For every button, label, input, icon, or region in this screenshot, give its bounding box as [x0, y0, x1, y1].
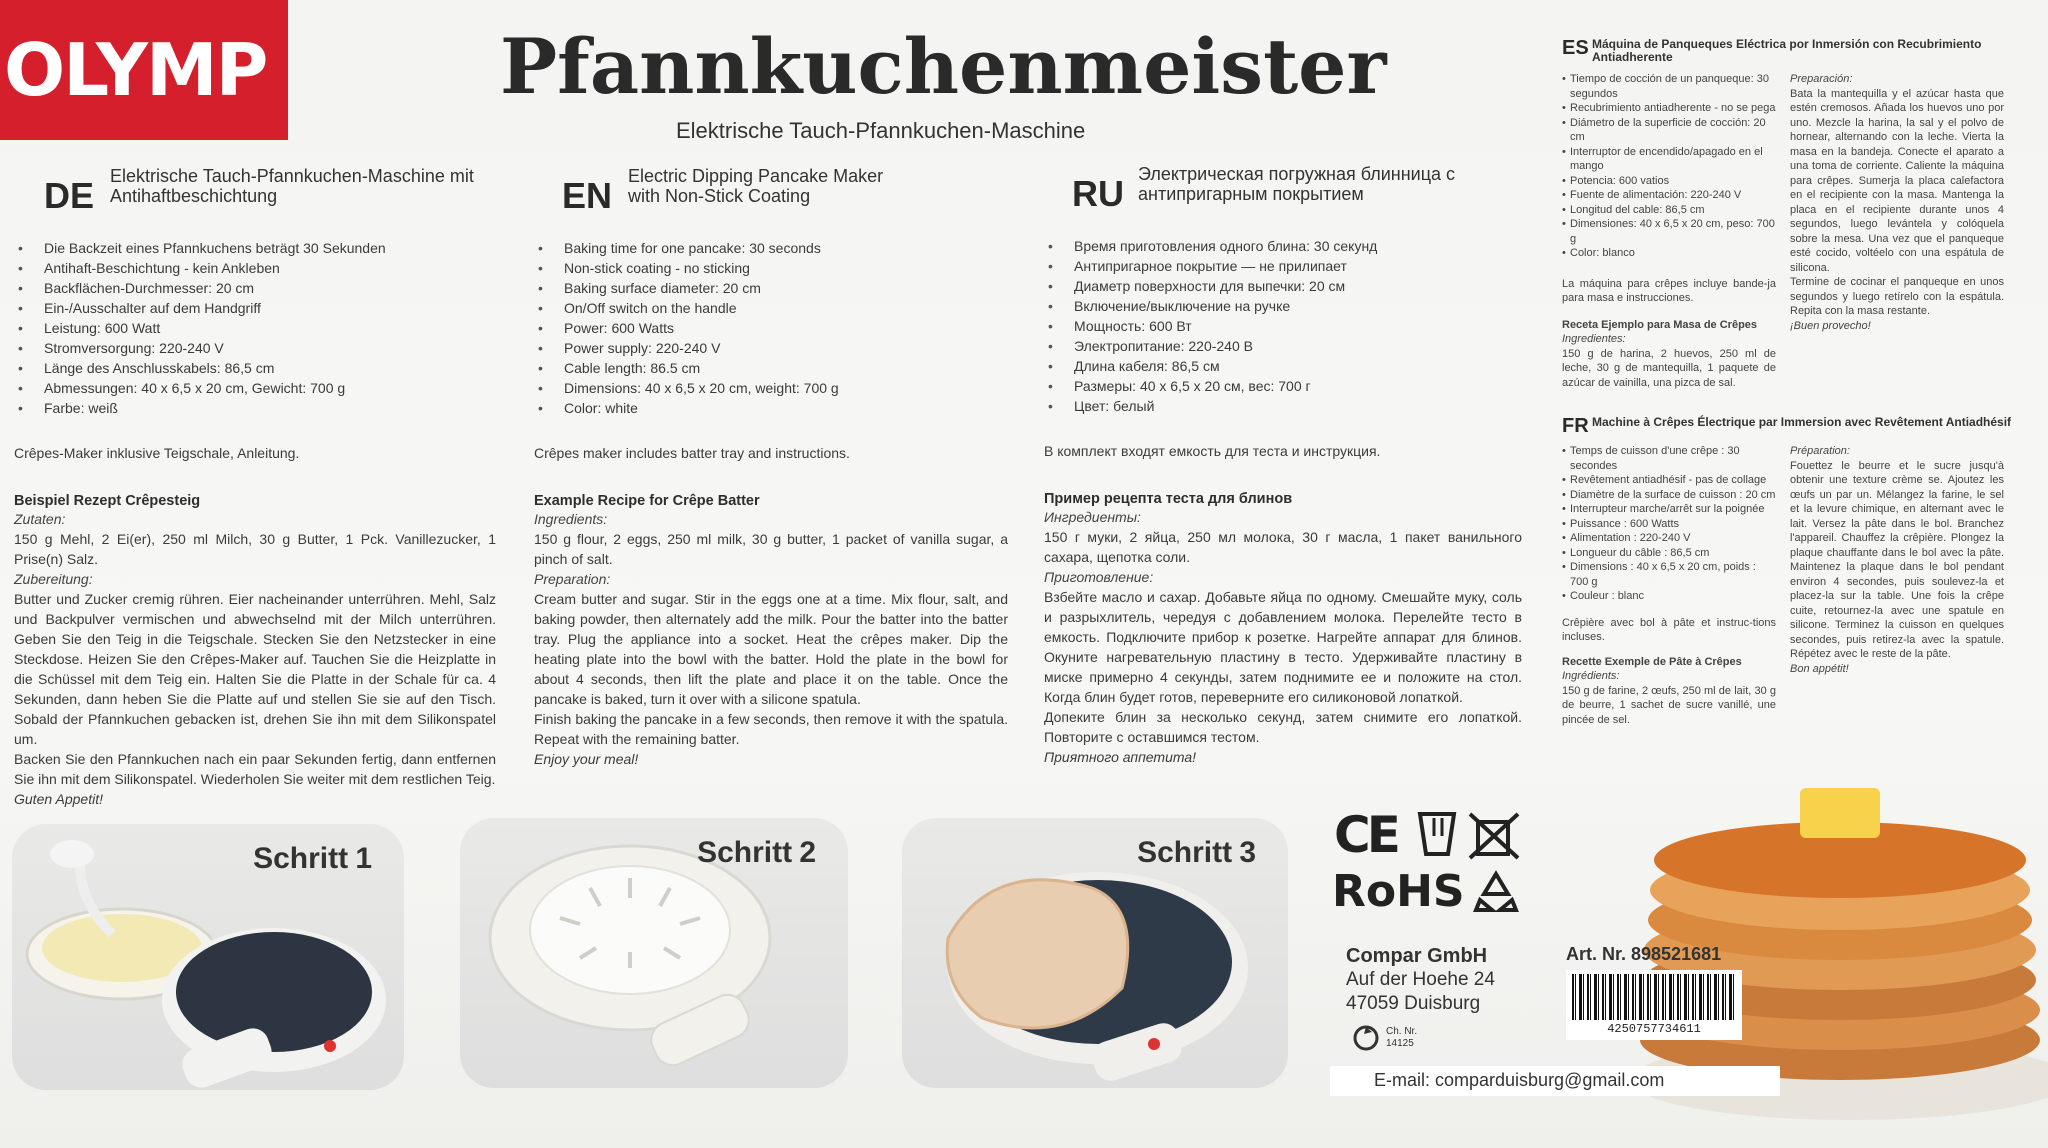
list-item: • Dimensiones: 40 x 6,5 x 20 cm, peso: 700 g: [1562, 217, 1776, 246]
section-fr: [1562, 416, 2030, 727]
list-item: • Включение/выключение на ручке: [1044, 296, 1522, 316]
list-item: • Farbe: weiß: [14, 398, 496, 418]
section-es: [1562, 38, 2030, 390]
list-item: • Время приготовления одного блина: 30 секунд: [1044, 236, 1522, 256]
step-panel-3: [902, 818, 1288, 1088]
enjoy-fr: Bon appétit!: [1790, 662, 1849, 675]
list-item: • Non-stick coating - no sticking: [534, 258, 1008, 278]
list-item: • On/Off switch on the handle: [534, 298, 1008, 318]
section-ru: [1044, 162, 1522, 767]
barcode-bars-icon: [1572, 974, 1736, 1020]
ingredients-ru: 150 г муки, 2 яйца, 250 мл молока, 30 г масла, 1 пакет ванильного сахара, щепотка соли.: [1044, 529, 1522, 565]
ingredients-label-de: Zutaten:: [14, 511, 66, 527]
list-item: • Ein-/Ausschalter auf dem Handgriff: [14, 298, 496, 318]
recipe-title-en: Example Recipe for Crêpe Batter: [534, 493, 760, 509]
preparation2-en: Finish baking the pancake in a few seconds, then remove it with the spatula. Repeat with the remaining batter.: [534, 711, 1008, 747]
barcode-number: 4250757734611: [1607, 1022, 1701, 1036]
list-item: • Tiempo de cocción de un panqueque: 30 segundos: [1562, 72, 1776, 101]
list-item: • Diamètre de la surface de cuisson : 20 cm: [1562, 488, 1776, 503]
list-item: • Die Backzeit eines Pfannkuchens beträgt 30 Sekunden: [14, 238, 496, 258]
company-address: [1346, 944, 1495, 1016]
company-street: Auf der Hoehe 24: [1346, 969, 1495, 990]
list-item: • Baking time for one pancake: 30 seconds: [534, 238, 1008, 258]
feature-list-fr: [1562, 444, 1776, 604]
preparation-de: Butter und Zucker cremig rühren. Eier nacheinander unterrühren. Mehl, Salz und Backpulver vermischen und abwechselnd mit der Milch unterrühren. Geben Sie den Teig in die Teigschale. Stecken Sie den Netzstecker in eine Steckdose. Heizen Sie den Crêpes-Maker auf. Tauchen Sie die Heizplatte in die Schüssel mit dem Teig ein. Halten Sie die Platte in der Schale für ca. 4 Sekunden, dann heben Sie die Platte auf und stellen Sie sie auf den Tisch. Sobald der Pfannkuchen gebacken ist, drehen Sie ihn mit dem Silikonspatel um.: [14, 591, 496, 747]
ingredients-label-ru: Ингредиенты:: [1044, 509, 1141, 525]
preparation2-ru: Допеките блин за несколько секунд, затем снимите его лопаткой. Повторите с оставшимся тестом.: [1044, 709, 1522, 745]
list-item: • Антипригарное покрытие — не прилипает: [1044, 256, 1522, 276]
list-item: • Antihaft-Beschichtung - kein Ankleben: [14, 258, 496, 278]
list-item: • Dimensions: 40 x 6,5 x 20 cm, weight: 700 g: [534, 378, 1008, 398]
lang-code-es: ES: [1562, 37, 1589, 59]
company-name: Compar GmbH: [1346, 945, 1488, 967]
article-number: Art. Nr. 898521681: [1566, 944, 1722, 964]
list-item: • Мощность: 600 Вт: [1044, 316, 1522, 336]
food-safe-and-weee-icon: [1414, 808, 1524, 860]
preparation-en: Cream butter and sugar. Stir in the eggs one at a time. Mix flour, salt, and baking powder, then alternately add the milk. Pour the batter into the batter tray. Plug the appliance into a socket. Heat the crêpes maker. Dip the heating plate into the bowl with the batter. Hold the plate in the bowl for about 4 seconds, then lift the plate and place it on the table. Once the pancake is baked, turn it over with a silicone spatula.: [534, 591, 1008, 707]
includes-ru: В комплект входят емкость для теста и инструкция.: [1044, 443, 1381, 459]
step-panel-1: [12, 824, 404, 1090]
lang-code-ru: RU: [1072, 173, 1124, 214]
product-subtitle: Elektrische Tauch-Pfannkuchen-Maschine: [676, 118, 1086, 143]
brand-logo-text: OLYMP: [4, 28, 267, 112]
step-label-3: Schritt 3: [1137, 836, 1256, 869]
lang-title-de: Elektrische Tauch-Pfannkuchen-Maschine mit Antihaftbeschichtung: [110, 166, 474, 206]
lang-code-en: EN: [562, 175, 613, 216]
list-item: • Potencia: 600 vatios: [1562, 174, 1776, 189]
enjoy-ru: Приятного аппетита!: [1044, 749, 1197, 765]
rohs-mark: RoHS: [1332, 866, 1465, 917]
ce-mark: CE: [1334, 806, 1397, 864]
preparation-label-ru: Приготовление:: [1044, 569, 1154, 585]
feature-list-ru: [1044, 236, 1522, 416]
list-item: • Диаметр поверхности для выпечки: 20 см: [1044, 276, 1522, 296]
ingredients-label-es: Ingredientes:: [1562, 333, 1626, 345]
lang-title-ru: Электрическая погружная блинница с антипригарным покрытием: [1138, 164, 1456, 204]
list-item: • Размеры: 40 x 6,5 x 20 см, вес: 700 г: [1044, 376, 1522, 396]
ingredients-de: 150 g Mehl, 2 Ei(er), 250 ml Milch, 30 g Butter, 1 Pck. Vanillezucker, 1 Prise(n) Salz.: [14, 531, 496, 567]
recycle-arrow-icon: [1352, 1024, 1380, 1052]
lang-title-es: Máquina de Panqueques Eléctrica por Inmersión con Recubrimiento Antiadherente: [1592, 37, 1982, 64]
enjoy-es: ¡Buen provecho!: [1790, 319, 1871, 332]
preparation-es: Bata la mantequilla y el azúcar hasta que estén cremosos. Añada los huevos uno por uno. Mezcle la harina, la sal y el polvo de hornear, alternando con la leche. Vierta la masa en la bandeja. Conecte el aparato a una toma de corriente. Caliente la máquina para crêpes. Sumerja la placa calefactora en el recipiente con la masa. Mantenga la placa en el recipiente durante unos 4 segundos, luego levántela y colóquela sobre la mesa. Una vez que el panqueque esté cocido, voltéelo con una espátula de silicona.: [1790, 87, 2004, 274]
recipe-title-ru: Пример рецепта теста для блинов: [1044, 491, 1293, 507]
list-item: • Длина кабеля: 86,5 см: [1044, 356, 1522, 376]
lang-title-fr: Machine à Crêpes Électrique par Immersion avec Revêtement Antiadhésif: [1592, 415, 2012, 429]
preparation-label-en: Preparation:: [534, 571, 611, 587]
preparation2-de: Backen Sie den Pfannkuchen nach ein paar Sekunden fertig, dann entfernen Sie ihn mit dem Silikonspatel. Wiederholen Sie weiter mit dem restlichen Teig.: [14, 751, 496, 787]
ingredients-es: 150 g de harina, 2 huevos, 250 ml de leche, 30 g de mantequilla, 1 paquete de azúcar de vainilla, una pizca de sal.: [1562, 347, 1776, 389]
list-item: • Diámetro de la superficie de cocción: 20 cm: [1562, 116, 1776, 145]
list-item: • Backflächen-Durchmesser: 20 cm: [14, 278, 496, 298]
lang-code-de: DE: [44, 175, 95, 216]
brand-logo: [0, 0, 288, 140]
list-item: • Baking surface diameter: 20 cm: [534, 278, 1008, 298]
includes-de: Crêpes-Maker inklusive Teigschale, Anleitung.: [14, 445, 300, 461]
preparation-label-es: Preparación:: [1790, 73, 1853, 85]
list-item: • Länge des Anschlusskabels: 86,5 cm: [14, 358, 496, 378]
lang-code-fr: FR: [1562, 415, 1589, 437]
charge-number-value: 14125: [1386, 1038, 1414, 1049]
list-item: • Temps de cuisson d'une crêpe : 30 secondes: [1562, 444, 1776, 473]
list-item: • Stromversorgung: 220-240 V: [14, 338, 496, 358]
list-item: • Leistung: 600 Watt: [14, 318, 496, 338]
list-item: • Puissance : 600 Watts: [1562, 517, 1776, 532]
company-email: E-mail: comparduisburg@gmail.com: [1330, 1066, 1780, 1096]
preparation-fr: Fouettez le beurre et le sucre jusqu'à obtenir une texture crème se. Ajoutez les œufs un par un. Mélangez la farine, le sel et la levure chimique, en alternant avec le lait. Versez la pâte dans le bol. Branchez l'appareil. Chauffez la crêpière. Plongez la plaque chauffante dans le bol avec la pâte. Maintenez la plaque dans le bol pendant environ 4 secondes, puis soulevez-la et placez-la sur la table. Une fois la crêpe cuite, retournez-la avec une spatule en silicone. Terminez la cuisson en quelques secondes, puis retirez-la avec la spatule. Répétez avec le reste de la pâte.: [1790, 459, 2004, 660]
section-de: [14, 164, 496, 809]
list-item: • Цвет: белый: [1044, 396, 1522, 416]
list-item: • Color: blanco: [1562, 246, 1776, 261]
includes-es: La máquina para crêpes incluye bande-ja para masa e instrucciones.: [1562, 277, 1776, 304]
list-item: • Longueur du câble : 86,5 cm: [1562, 546, 1776, 561]
enjoy-en: Enjoy your meal!: [534, 751, 639, 767]
step-label-2: Schritt 2: [697, 836, 816, 869]
ingredients-label-en: Ingredients:: [534, 511, 608, 527]
includes-fr: Crêpière avec bol à pâte et instruc-tions incluses.: [1562, 616, 1776, 643]
includes-en: Crêpes maker includes batter tray and instructions.: [534, 445, 850, 461]
preparation-label-fr: Préparation:: [1790, 445, 1850, 457]
list-item: • Power supply: 220-240 V: [534, 338, 1008, 358]
recipe-title-fr: Recette Exemple de Pâte à Crêpes: [1562, 655, 1742, 668]
list-item: • Couleur : blanc: [1562, 589, 1776, 604]
ingredients-label-fr: Ingrédients:: [1562, 670, 1620, 682]
preparation2-es: Termine de cocinar el panqueque en unos segundos y luego retírelo con la espátula. Repita con la masa restante.: [1790, 276, 2004, 317]
recycle-icon: [1472, 870, 1520, 914]
charge-number: [1386, 1026, 1417, 1050]
feature-list-en: [534, 238, 1008, 418]
list-item: • Cable length: 86.5 cm: [534, 358, 1008, 378]
list-item: • Interruptor de encendido/apagado en el mango: [1562, 145, 1776, 174]
ingredients-fr: 150 g de farine, 2 œufs, 250 ml de lait, 30 g de beurre, 1 sachet de sucre vanillé, une pincée de sel.: [1562, 684, 1776, 726]
charge-number-label: Ch. Nr.: [1386, 1026, 1418, 1037]
ingredients-en: 150 g flour, 2 eggs, 250 ml milk, 30 g butter, 1 packet of vanilla sugar, a pinch of salt.: [534, 531, 1008, 567]
preparation-label-de: Zubereitung:: [14, 571, 93, 587]
feature-list-es: [1562, 72, 1776, 261]
lang-title-en: Electric Dipping Pancake Maker with Non-Stick Coating: [628, 166, 884, 206]
step-label-1: Schritt 1: [253, 842, 372, 875]
recipe-title-de: Beispiel Rezept Crêpesteig: [14, 493, 201, 509]
enjoy-de: Guten Appetit!: [14, 791, 103, 807]
list-item: • Fuente de alimentación: 220-240 V: [1562, 188, 1776, 203]
list-item: • Dimensions : 40 x 6,5 x 20 cm, poids : 700 g: [1562, 560, 1776, 589]
feature-list-de: [14, 238, 496, 418]
recipe-title-es: Receta Ejemplo para Masa de Crêpes: [1562, 318, 1758, 331]
list-item: • Revêtement antiadhésif - pas de collage: [1562, 473, 1776, 488]
list-item: • Recubrimiento antiadherente - no se pega: [1562, 101, 1776, 116]
preparation-ru: Взбейте масло и сахар. Добавьте яйца по одному. Смешайте муку, соль и разрыхлитель, чередуя с добавлением молока. Перелейте тесто в емкость. Подключите прибор к розетке. Нагрейте аппарат для блинов. Окуните нагревательную пластину в тесто. Удерживайте пластину в миске примерно 4 секунды, затем поднимите ее и положите на стол. Когда блин будет готов, переверните его силиконовой лопаткой.: [1044, 589, 1522, 705]
list-item: • Alimentation : 220-240 V: [1562, 531, 1776, 546]
list-item: • Abmessungen: 40 x 6,5 x 20 cm, Gewicht: 700 g: [14, 378, 496, 398]
list-item: • Longitud del cable: 86,5 cm: [1562, 203, 1776, 218]
list-item: • Color: white: [534, 398, 1008, 418]
product-title: Pfannkuchenmeister: [500, 22, 1387, 111]
list-item: • Электропитание: 220-240 В: [1044, 336, 1522, 356]
section-en: [534, 164, 1008, 769]
step-panel-2: [460, 818, 848, 1088]
list-item: • Power: 600 Watts: [534, 318, 1008, 338]
barcode: [1566, 970, 1742, 1040]
list-item: • Interrupteur marche/arrêt sur la poignée: [1562, 502, 1776, 517]
company-city: 47059 Duisburg: [1346, 993, 1481, 1014]
